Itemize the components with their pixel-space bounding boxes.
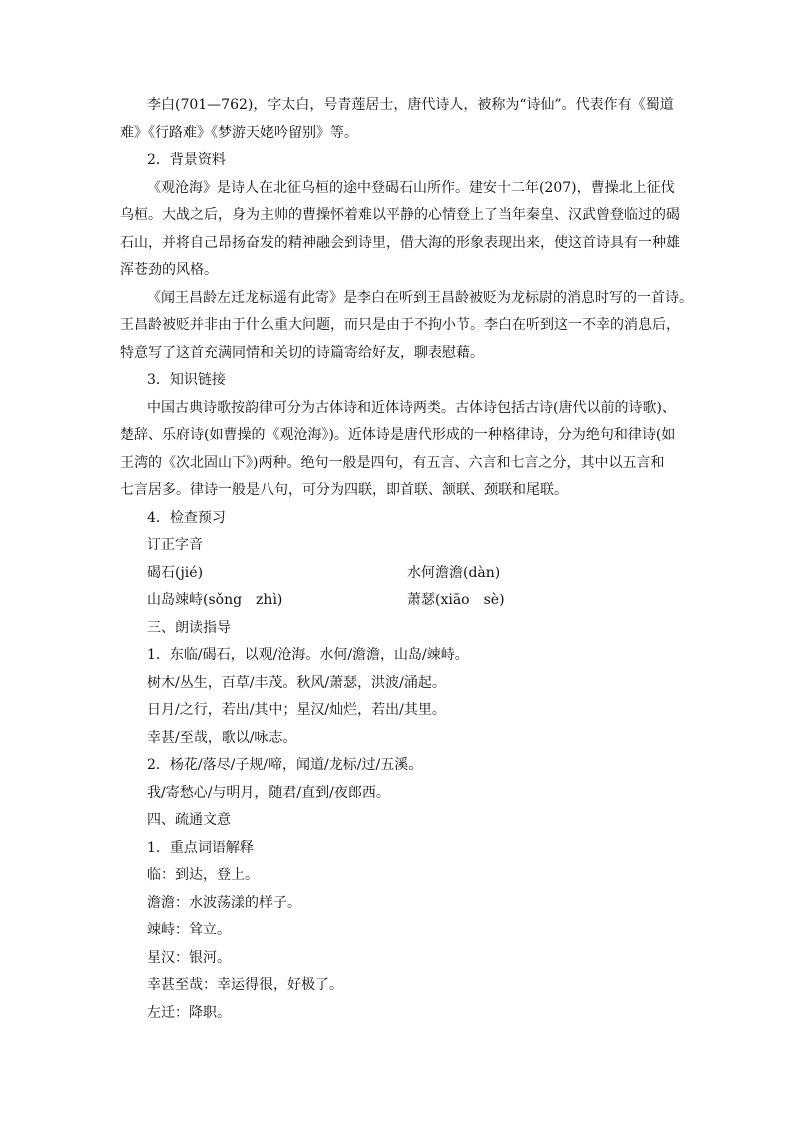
word-definition: 澹澹：水波荡漾的样子。 (147, 894, 301, 911)
heading-meaning: 四、疏通文意 (147, 812, 231, 828)
word-definition: 星汉：银河。 (147, 949, 231, 966)
paragraph-wenwang-line-3: 特意写了这首充满同情和关切的诗篇寄给好友，聊表慰藉。 (120, 344, 484, 361)
heading-reading: 三、朗读指导 (147, 619, 231, 636)
heading-background: 2．背景资料 (147, 152, 226, 168)
paragraph-wenwang-line-1: 《闻王昌龄左迁龙标遥有此寄》是李白在听到王昌龄被贬为龙标尉的消息时写的一首诗。 (147, 289, 693, 306)
reading-line: 日月/之行，若出/其中；星汉/灿烂，若出/其里。 (147, 702, 446, 718)
paragraph-guancanghai-line-4: 浑苍劲的风格。 (120, 262, 218, 278)
pronunciation-item: 碣石(jié) (147, 564, 204, 581)
reading-line: 我/寄愁心/与明月，随君/直到/夜郎西。 (147, 784, 390, 801)
reading-line: 1．东临/碣石，以观/沧海。水何/澹澹，山岛/竦峙。 (147, 647, 469, 663)
paragraph-guancanghai-line-2: 乌桓。大战之后，身为主帅的曹操怀着难以平静的心情登上了当年秦皇、汉武曾登临过的碣 (120, 207, 680, 223)
paragraph-libai-line-2: 难》《行路难》《梦游天姥吟留别》等。 (120, 124, 358, 141)
paragraph-knowledge-line-3: 王湾的《次北固山下》)两种。绝句一般是四句，有五言、六言和七言之分，其中以五言和 (120, 454, 665, 471)
word-definition: 幸甚至哉：幸运得很，好极了。 (147, 977, 343, 993)
pronunciation-item: 萧瑟(xiāo sè) (407, 592, 505, 608)
paragraph-knowledge-line-1: 中国古典诗歌按韵律可分为古体诗和近体诗两类。古体诗包括古诗(唐代以前的诗歌)、 (147, 399, 676, 416)
word-definition: 竦峙：耸立。 (147, 922, 231, 938)
reading-line: 2．杨花/落尽/子规/啼，闻道/龙标/过/五溪。 (147, 757, 423, 773)
pronunciation-item: 山岛竦峙(sǒng zhì) (147, 592, 283, 608)
heading-preview: 4．检查预习 (147, 509, 226, 526)
heading-key-words: 1．重点词语解释 (147, 839, 254, 856)
reading-line: 树木/丛生，百草/丰茂。秋风/萧瑟，洪波/涌起。 (147, 674, 446, 691)
paragraph-guancanghai-line-1: 《观沧海》是诗人在北征乌桓的途中登碣石山所作。建安十二年(207)，曹操北上征伐 (147, 179, 675, 196)
word-definition: 左迁：降职。 (147, 1004, 231, 1021)
document-body (120, 92, 693, 1027)
paragraph-wenwang-line-2: 王昌龄被贬并非由于什么重大问题，而只是由于不拘小节。李白在听到这一不幸的消息后， (120, 317, 680, 333)
paragraph-knowledge-line-2: 楚辞、乐府诗(如曹操的《观沧海》)。近体诗是唐代形成的一种格律诗，分为绝句和律诗(如 (120, 427, 676, 443)
paragraph-libai-line-1: 李白(701—762)，字太白，号青莲居士，唐代诗人，被称为“诗仙”。代表作有《蜀道 (147, 97, 674, 113)
word-definition: 临：到达，登上。 (147, 867, 259, 883)
reading-line: 幸甚/至哉，歌以/咏志。 (147, 729, 297, 746)
paragraph-guancanghai-line-3: 石山，并将自己昂扬奋发的精神融会到诗里，借大海的形象表现出来，使这首诗具有一种雄 (120, 234, 680, 251)
pronunciation-row (120, 587, 685, 615)
preview-subheading: 订正字音 (147, 537, 203, 553)
pronunciation-item: 水何澹澹(dàn) (407, 564, 501, 581)
pronunciation-row (120, 560, 685, 588)
heading-knowledge: 3．知识链接 (147, 372, 226, 388)
paragraph-knowledge-line-4: 七言居多。律诗一般是八句，可分为四联，即首联、颔联、颈联和尾联。 (120, 482, 568, 498)
